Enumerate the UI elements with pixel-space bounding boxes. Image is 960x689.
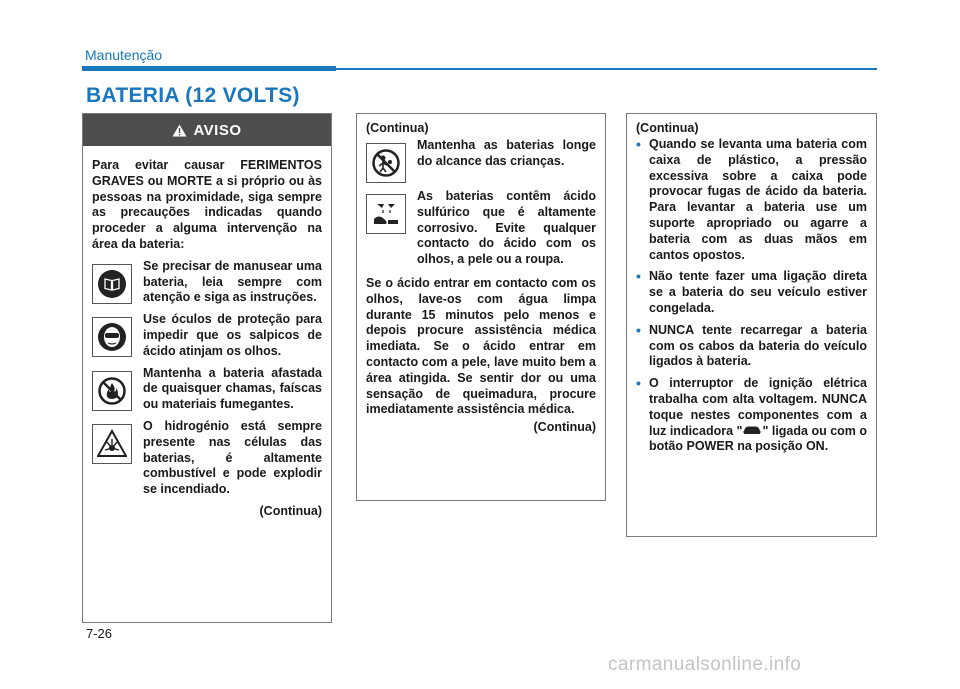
no-flames-icon: [92, 371, 132, 411]
section-name: Manutenção: [85, 47, 163, 63]
list-item: • Quando se levanta uma bateria com caixa de plástico, a pressão excessiva sobre a caixa pode provocar fugas de ácido da bateria. Para levantar a bateria use um suporte apropriado ou agarre a bateria com as duas mãos em cantos opostos.: [636, 137, 867, 263]
warning-label: AVISO: [193, 121, 242, 139]
item-text: Use óculos de proteção para impedir que os salpicos de ácido atinjam os olhos.: [143, 312, 322, 358]
list-item: [83, 419, 331, 498]
item-text: O interruptor de ignição elétrica trabalha com alta voltagem. NUNCA toque nestes componentes com a luz indicadora ": [649, 376, 867, 438]
eye-protection-icon: [92, 317, 132, 357]
warning-intro: Para evitar causar FERIMENTOS GRAVES ou MORTE a si próprio ou às pessoas na proximidade, siga sempre as precauções indicadas quando proceder a alguma intervenção na área da bateria:: [92, 158, 322, 251]
explosive-gas-icon: [92, 424, 132, 464]
page-number: 7-26: [86, 626, 113, 641]
warning-triangle-icon: [172, 124, 187, 137]
item-text: " ligada ou com o botão POWER na posição ON.: [649, 423, 868, 454]
list-item: [357, 138, 605, 183]
list-item: [83, 312, 331, 359]
list-item: [83, 366, 331, 413]
item-text: Mantenha a bateria afastada de quaisquer chamas, faíscas ou materiais fumegantes.: [143, 365, 322, 412]
header-rule-thin: [336, 68, 877, 70]
item-text: As baterias contêm ácido sulfúrico que é altamente corrosivo. Evite qualquer contacto do ácido com os olhos, a pele ou a roupa.: [417, 189, 596, 267]
continued-label: (Continua): [533, 420, 596, 435]
warning-box: [82, 113, 332, 623]
list-item: [357, 189, 605, 268]
continued-label: (Continua): [259, 503, 322, 518]
keep-away-children-icon: [366, 143, 406, 183]
warning-box-continued-2: [626, 113, 877, 537]
list-item: • NUNCA tente recarregar a bateria com os cabos da bateria do veículo ligados à bateria.: [636, 323, 867, 370]
list-item: [636, 376, 867, 455]
corrosive-acid-icon: [366, 194, 406, 234]
manual-book-icon: [92, 264, 132, 304]
header-rule: [82, 66, 336, 71]
warning-header: [83, 114, 331, 146]
watermark: carmanualsonline.info: [608, 654, 802, 675]
item-text: Se precisar de manusear uma bateria, leia sempre com atenção e siga as instruções.: [143, 258, 322, 305]
continued-top-label: (Continua): [636, 121, 699, 135]
first-aid-paragraph: Se o ácido entrar em contacto com os olhos, lave-os com água limpa durante 15 minutos pelo menos e depois procure assistência médica imediata. Se o ácido entrar em contacto com a pele, lave muito bem a área atingida. Se sentir dor ou uma sensação de queimadura, procure imediatamente assistência médica.: [366, 275, 596, 417]
car-ready-indicator-icon: [742, 425, 762, 436]
list-item: [83, 259, 331, 306]
continued-top-label: (Continua): [366, 121, 429, 135]
warning-box-continued: [356, 113, 606, 501]
item-text: Mantenha as baterias longe do alcance das crianças.: [417, 138, 596, 168]
precaution-list: [627, 137, 876, 455]
page-title: BATERIA (12 VOLTS): [86, 84, 300, 107]
list-item: • Não tente fazer uma ligação direta se a bateria do seu veículo estiver congelada.: [636, 269, 867, 316]
item-text: O hidrogénio está sempre presente nas células das baterias, é altamente combustível e pode explodir se incendiado.: [143, 418, 322, 497]
